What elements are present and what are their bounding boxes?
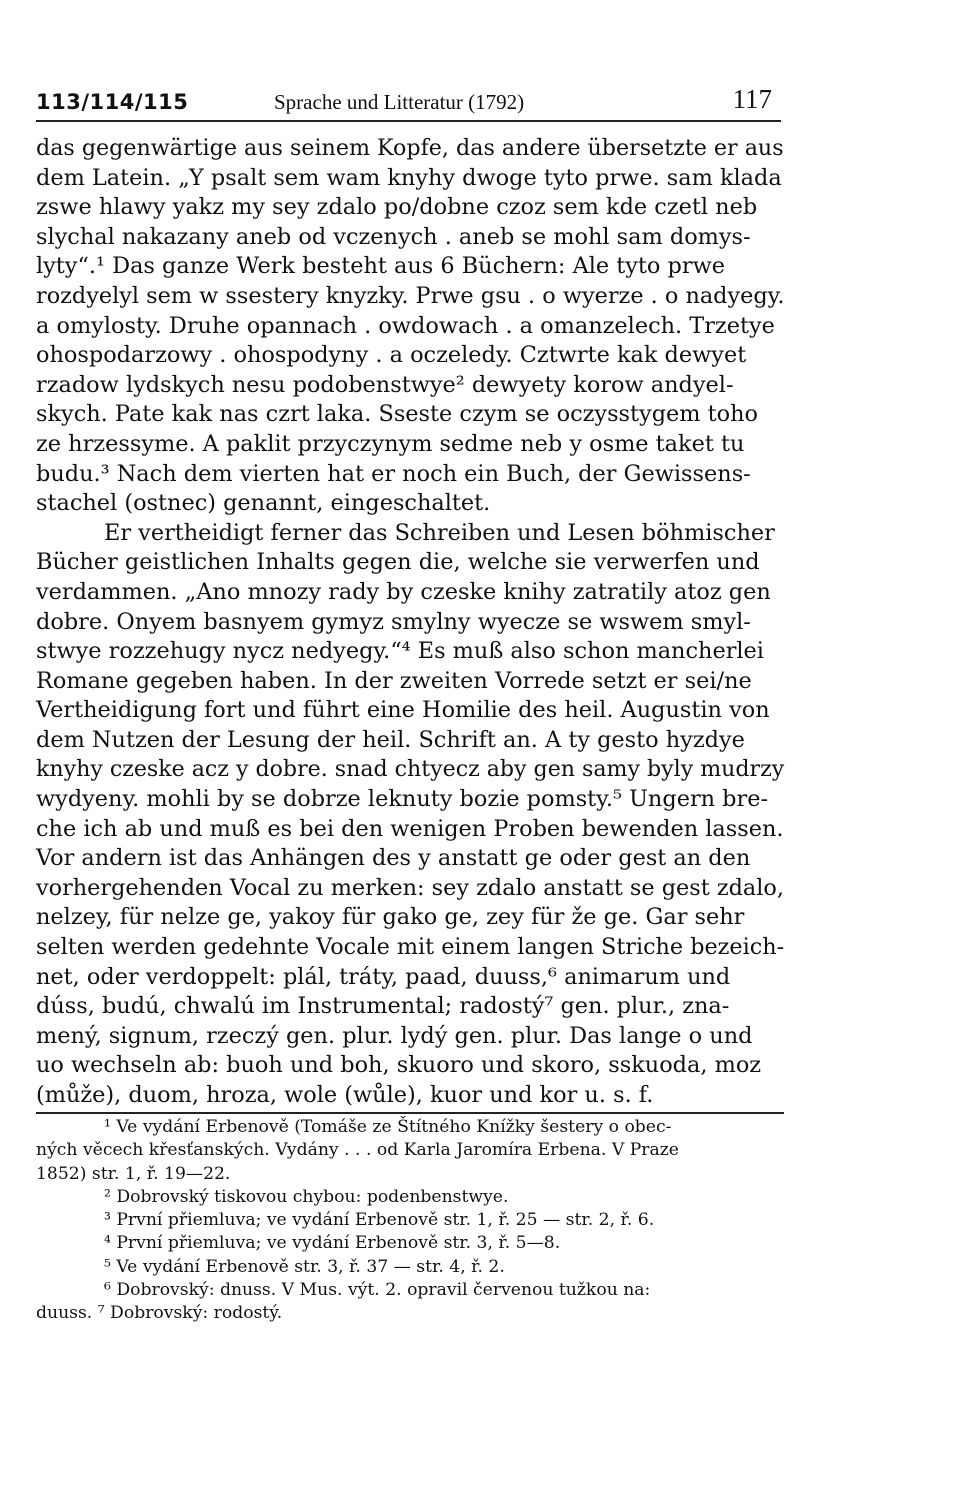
text-line: dúss, budú, chwalú im Instrumental; radostý⁷ gen. plur., zna- — [36, 993, 730, 1020]
footnote-line: ⁴ První přiemluva; ve vydání Erbenově str. 3, ř. 5—8. — [104, 1233, 561, 1254]
footnote-line: ³ První přiemluva; ve vydání Erbenově str. 1, ř. 25 — str. 2, ř. 6. — [104, 1210, 655, 1231]
text-line: a omylosty. Druhe opannach . owdowach . a omanzelech. Trzetye — [36, 312, 775, 339]
text-line: skych. Pate kak nas czrt laka. Sseste czym se oczysstygem toho — [36, 401, 759, 428]
text-line: stwye rozzehugy nycz nedyegy.“⁴ Es muß also schon mancherlei — [36, 638, 764, 665]
text-line: knyhy czeske acz y dobre. snad chtyecz aby gen samy byly mudrzy — [36, 756, 785, 783]
text-line: net, oder verdoppelt: plál, tráty, paad, duuss,⁶ animarum und — [36, 963, 731, 990]
text-line: ze hrzessyme. A paklit przyczynym sedme neb y osme taket tu — [36, 430, 745, 457]
footnote-line: duuss. ⁷ Dobrovský: rodostý. — [36, 1303, 283, 1324]
footnote-line: ¹ Ve vydání Erbenově (Tomáše ze Štítného Knížky šestery o obec- — [104, 1117, 672, 1137]
text-line: verdammen. „Ano mnozy rady by czeske knihy zatratily atoz gen — [36, 578, 771, 605]
page-number: 117 — [732, 84, 772, 114]
text-line: Romane gegeben haben. In der zweiten Vorrede setzt er sei/ne — [36, 667, 752, 694]
footnote-line: ² Dobrovský tiskovou chybou: podenbenstwye. — [104, 1186, 509, 1207]
text-line: rozdyelyl sem w ssestery knyzky. Prwe gsu . o wyerze . o nadyegy. — [36, 282, 785, 309]
footnote-line: ⁵ Ve vydání Erbenově str. 3, ř. 37 — str. 4, ř. 2. — [104, 1256, 505, 1277]
text-line: uo wechseln ab: buoh und boh, skuoro und skoro, sskuoda, moz — [36, 1052, 762, 1079]
text-line: ohospodarzowy . ohospodyny . a oczeledy. Cztwrte kak dewyet — [36, 342, 747, 369]
text-line: wydyeny. mohli by se dobrze leknuty bozie pomsty.⁵ Ungern bre- — [36, 786, 769, 813]
text-line: nelzey, für nelze ge, yakoy für gako ge, zey für že ge. Gar sehr — [36, 904, 745, 931]
text-line: das gegenwärtige aus seinem Kopfe, das andere übersetzte er aus — [36, 135, 784, 161]
footnote-line: ⁶ Dobrovský: dnuss. V Mus. výt. 2. opravil červenou tužkou na: — [104, 1280, 651, 1301]
text-line: dem Latein. „Y psalt sem wam knyhy dwoge tyto prwe. sam klada — [36, 164, 782, 191]
text-line: selten werden gedehnte Vocale mit einem langen Striche bezeich- — [36, 934, 785, 961]
text-line: dem Nutzen der Lesung der heil. Schrift an. A ty gesto hyzdye — [36, 726, 745, 753]
running-title: Sprache und Litteratur (1792) — [274, 90, 525, 114]
text-line: Bücher geistlichen Inhalts gegen die, welche sie verwerfen und — [36, 549, 760, 576]
text-line: budu.³ Nach dem vierten hat er noch ein Buch, der Gewissens- — [36, 460, 751, 487]
footnotes — [36, 1116, 784, 1326]
text-line: lyty“.¹ Das ganze Werk besteht aus 6 Büchern: Ale tyto prwe — [36, 253, 725, 280]
footnote-rule — [36, 1112, 784, 1114]
running-header — [36, 84, 778, 118]
text-line: Vertheidigung fort und führt eine Homilie des heil. Augustin von — [36, 697, 770, 724]
footnote-line: ných věcech křesťanských. Vydány . . . od Karla Jaromíra Erbena. V Praze — [36, 1140, 679, 1161]
text-line-paragraph-start: Er vertheidigt ferner das Schreiben und Lesen böhmischer — [104, 519, 775, 546]
text-line: dobre. Onyem basnyem gymyz smylny wyecze se wswem smyl- — [36, 608, 751, 635]
text-line: vorhergehenden Vocal zu merken: sey zdalo anstatt se gest zdalo, — [36, 874, 784, 901]
header-rule — [36, 120, 781, 122]
text-line: slychal nakazany aneb od vczenych . aneb se mohl sam domys- — [36, 223, 751, 250]
text-line: Vor andern ist das Anhängen des y anstatt ge oder gest an den — [36, 845, 751, 872]
footnote-line: 1852) str. 1, ř. 19—22. — [36, 1163, 231, 1184]
body-text — [36, 134, 784, 1111]
text-line: (může), duom, hroza, wole (wůle), kuor und kor u. s. f. — [36, 1082, 654, 1108]
text-line: che ich ab und muß es bei den wenigen Proben bewenden lassen. — [36, 815, 784, 842]
text-line: mený, signum, rzeczý gen. plur. lydý gen. plur. Das lange o und — [36, 1022, 753, 1049]
text-line: zswe hlawy yakz my sey zdalo po/dobne czoz sem kde czetl neb — [36, 194, 758, 221]
section-numbers: 113/114/115 — [36, 90, 189, 114]
text-line: stachel (ostnec) genannt, eingeschaltet. — [36, 490, 491, 517]
text-line: rzadow lydskych nesu podobenstwye² dewyety korow andyel- — [36, 371, 734, 398]
